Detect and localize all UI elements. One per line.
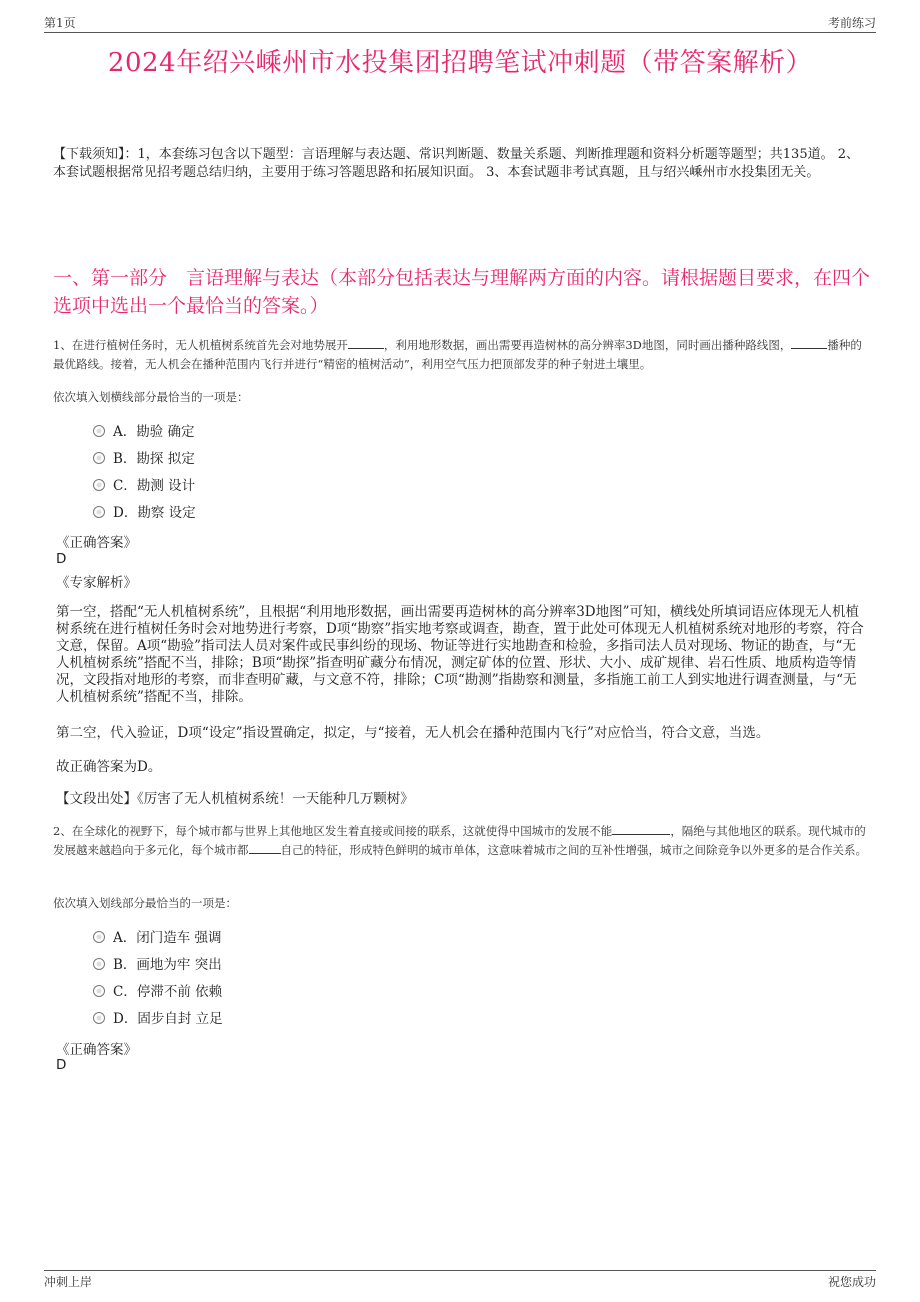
radio-icon[interactable]: [93, 931, 105, 943]
q1-source: 【文段出处】《厉害了无人机植树系统！一天能种几万颗树》: [56, 791, 414, 807]
blank-2: [249, 841, 281, 854]
q2-option-c[interactable]: C．停滞不前 依赖: [93, 982, 222, 1002]
blank-2: [791, 336, 827, 349]
radio-icon[interactable]: [93, 958, 105, 970]
question-1-prompt: 依次填入划横线部分最恰当的一项是：: [53, 390, 249, 404]
radio-icon[interactable]: [93, 1012, 105, 1024]
footer-right: 祝您成功: [827, 1275, 876, 1289]
question-2-prompt: 依次填入划线部分最恰当的一项是：: [53, 896, 237, 910]
question-1-stem: 1、在进行植树任务时，无人机植树系统首先会对地势展开 ，利用地形数据，画出需要再造树林的高分辨率3D地图，同时画出播种路线图， 播种的最优路线。接着，无人机会在播种范围内飞行并进行“精密的植树活动”，利用空气压力把顶部发芽的种子射进土壤里。: [53, 338, 862, 371]
radio-icon[interactable]: [93, 425, 105, 437]
q1-option-c[interactable]: C．勘测 设计: [93, 476, 195, 496]
section-heading: 一、第一部分 言语理解与表达（本部分包括表达与理解两方面的内容。请根据题目要求，在四个选项中选出一个最恰当的答案。）: [53, 267, 871, 317]
download-notice: 【下载须知】：1，本套练习包含以下题型：言语理解与表达题、常识判断题、数量关系题、判断推理题和资料分析题等题型；共135道。 2、本套试题根据常见招考题总结归纳，主要用于练习答题思路和拓展知识面。 3、本套试题非考试真题，且与绍兴嵊州市水投集团无关。: [53, 147, 859, 180]
q1-option-a[interactable]: A．勘验 确定: [93, 422, 195, 442]
radio-icon[interactable]: [93, 506, 105, 518]
header-tag: 考前练习: [827, 16, 876, 30]
page-footer: [44, 1270, 876, 1291]
q1-option-b[interactable]: B．勘探 拟定: [93, 449, 195, 469]
blank-1: [612, 822, 670, 835]
q1-option-d[interactable]: D．勘察 设定: [93, 503, 196, 523]
q2-answer-label: 《正确答案》: [56, 1042, 137, 1058]
footer-left: 冲刺上岸: [44, 1275, 93, 1289]
q1-analysis-paragraph-2: 第二空，代入验证，D项“设定”指设置确定，拟定，与“接着，无人机会在播种范围内飞行”对应恰当，符合文意，当选。: [56, 725, 770, 741]
q2-option-d[interactable]: D．固步自封 立足: [93, 1009, 223, 1029]
radio-icon[interactable]: [93, 479, 105, 491]
q1-answer: D: [56, 551, 67, 567]
question-2-stem: 2、在全球化的视野下，每个城市都与世界上其他地区发生着直接或间接的联系，这就使得中国城市的发展不能 ，隔绝与其他地区的联系。现代城市的发展越来越趋向于多元化，每个城市都 自己的特征，形成特色鲜明的城市单体，这意味着城市之间的互补性增强，城市之间除竞争以外更多的是合作关系。: [53, 824, 867, 857]
radio-icon[interactable]: [93, 985, 105, 997]
blank-1: [348, 336, 384, 349]
radio-icon[interactable]: [93, 452, 105, 464]
page-header: [44, 14, 876, 33]
page-number: 第1页: [44, 16, 76, 30]
q2-option-b[interactable]: B．画地为牢 突出: [93, 955, 222, 975]
q2-answer: D: [56, 1057, 67, 1073]
q1-analysis-conclusion: 故正确答案为D。: [56, 759, 162, 775]
q1-answer-label: 《正确答案》: [56, 535, 137, 551]
q1-analysis-paragraph-1: 第一空，搭配“无人机植树系统”，且根据“利用地形数据，画出需要再造树林的高分辨率3D地图”可知，横线处所填词语应体现无人机植树系统在进行植树任务时会对地势进行考察，D项“勘察”指实地考察或调查，勘查，置于此处可体现无人机植树系统对地形的考察，符合文意，保留。A项“勘验”指司法人员对案件或民事纠纷的现场、物证等进行实地勘查和检验，多指司法人员对现场、物证的勘查，与“无人机植树系统”搭配不当，排除；B项“勘探”指查明矿藏分布情况，测定矿体的位置、形状、大小、成矿规律、岩石性质、地质构造等情况，文段指对地形的考察，而非查明矿藏，与文意不符，排除；C项“勘测”指勘察和测量，多指施工前工人到实地进行调查测量，与“无人机植树系统”搭配不当，排除。: [56, 604, 864, 705]
document-title: 2024年绍兴嵊州市水投集团招聘笔试冲刺题（带答案解析）: [107, 48, 813, 78]
q2-option-a[interactable]: A．闭门造车 强调: [93, 928, 222, 948]
q1-analysis-label: 《专家解析》: [56, 575, 137, 591]
